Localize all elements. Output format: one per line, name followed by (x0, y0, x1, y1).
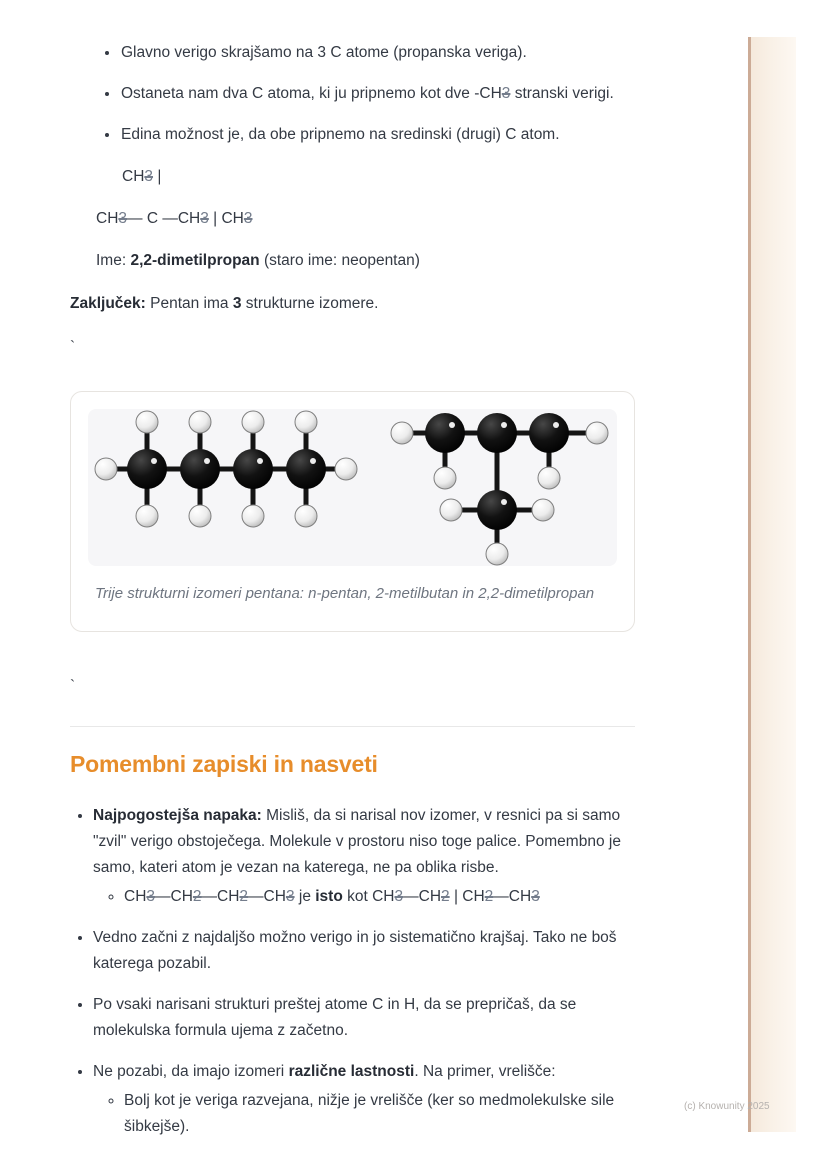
isomer-name-line: Ime: 2,2-dimetilpropan (staro ime: neopentan) (96, 252, 420, 269)
sub-list-item: ◦ CH3—CH2—CH2—CH3 je isto kot CH3—CH2 | CH2—CH3 (124, 884, 635, 910)
notes-bullet-list (70, 803, 635, 1140)
molecule-figure (70, 391, 635, 632)
figure-caption: Trije strukturni izomeri pentana: n-pentan, 2-metilbutan in 2,2-dimetilpropan (95, 585, 595, 602)
list-item (93, 992, 635, 1044)
sub-bullet-list (93, 1088, 635, 1140)
section-heading: Pomembni zapiski in nasveti (70, 751, 378, 777)
stray-backtick: ` (70, 339, 76, 356)
page-edge-stripe (748, 37, 796, 1132)
section-divider (70, 726, 635, 727)
list-item-text: • Ne pozabi, da imajo izomeri različne lastnosti. Na primer, vrelišče: (93, 1063, 556, 1080)
list-item: • Glavno verigo skrajšamo na 3 C atome (propanska veriga). (120, 40, 635, 66)
list-item (93, 803, 635, 910)
copyright-watermark: (c) Knowunity 2025 (684, 1101, 770, 1112)
list-item (93, 925, 635, 977)
formula-line: CH3— C —CH3 | CH3 (96, 210, 253, 227)
linear-chain-molecule (95, 411, 357, 527)
stray-backtick: ` (70, 678, 76, 695)
branched-molecule (391, 413, 608, 565)
list-item-text: • Po vsaki narisani strukturi preštej atome C in H, da se prepričaš, da se molekulska formula ujema z začetno. (93, 996, 577, 1039)
list-item: • Edina možnost je, da obe pripnemo na sredinski (drugi) C atom. (120, 122, 635, 148)
list-item-text: • Najpogostejša napaka: Misliš, da si narisal nov izomer, v resnici pa si samo "zvil" verigo obstoječega. Molekule v prostoru niso toge palice. Pomembno je samo, kateri atom je vezan na katerega, ne pa oblika risbe. (93, 807, 621, 876)
molecule-models-image (88, 409, 617, 566)
intro-bullet-list (70, 40, 635, 148)
list-item: • Ostaneta nam dva C atoma, ki ju pripnemo kot dve -CH3 stranski verigi. (120, 81, 635, 107)
molecule-image-area (88, 409, 617, 566)
list-item-text: • Vedno začni z najdaljšo možno verigo in jo sistematično krajšaj. Tako ne boš katerega pozabil. (93, 929, 617, 972)
formula-line-indented: CH3 | (122, 168, 162, 185)
sub-list-item: ◦ Bolj kot je veriga razvejana, nižje je vrelišče (ker so medmolekulske sile šibkejše). (124, 1088, 635, 1140)
conclusion-line: Zaključek: Pentan ima 3 strukturne izomere. (70, 295, 379, 312)
document-content (70, 38, 635, 1155)
sub-bullet-list (93, 884, 635, 910)
list-item (93, 1059, 635, 1140)
